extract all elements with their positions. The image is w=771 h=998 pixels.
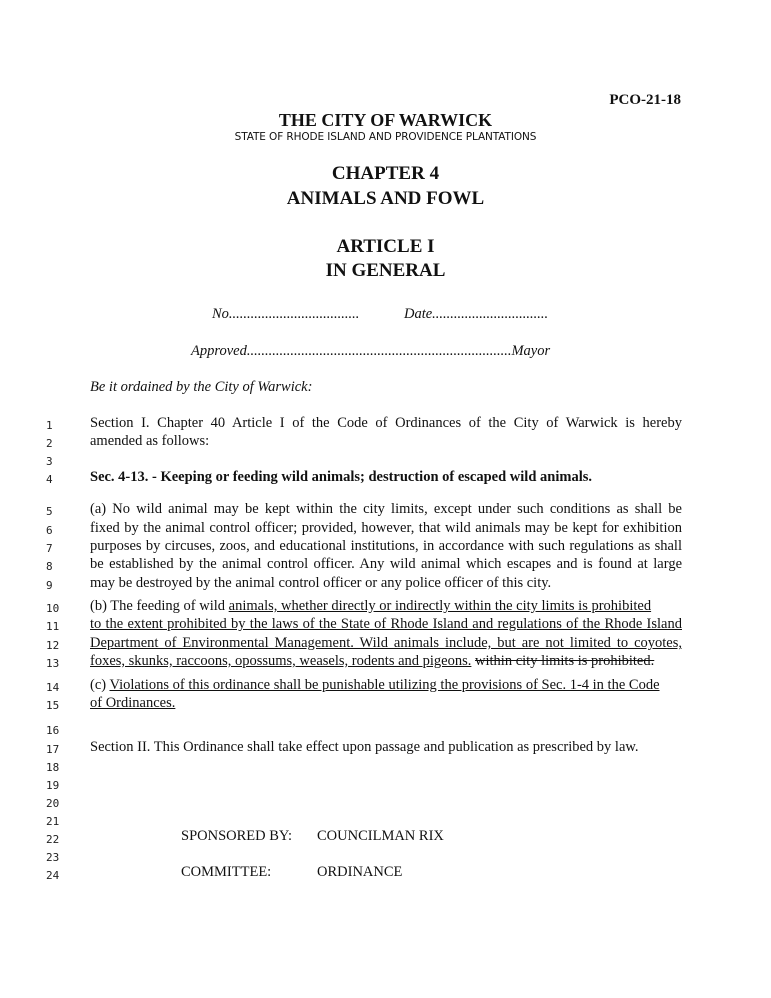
chapter-title: ANIMALS AND FOWL	[286, 188, 485, 209]
section-1-line-1: Section I. Chapter 40 Article I of the Code of Ordinances of the City of Warwick is hereby	[90, 415, 682, 431]
section-2: Section II. This Ordinance shall take effect upon passage and publication as prescribed by law.	[90, 739, 639, 755]
line-number: 13	[46, 657, 60, 670]
para-a-line-5: may be destroyed by the animal control officer or any police officer of this city.	[90, 575, 552, 591]
para-a-line-4: be established by the animal control officer. Any wild animal which escapes and is found at large	[90, 556, 682, 572]
article-number: ARTICLE I	[336, 236, 435, 257]
section-1-line-2: amended as follows:	[90, 433, 210, 449]
para-b-added-text: foxes, skunks, raccoons, opossums, weasels, rodents and pigeons.	[90, 653, 472, 669]
article-title: IN GENERAL	[325, 260, 446, 281]
line-number: 2	[46, 437, 53, 450]
date-field: Date................................	[404, 306, 549, 322]
line-number: 15	[46, 699, 60, 712]
ordain-clause: Be it ordained by the City of Warwick:	[90, 379, 313, 395]
line-number: 14	[46, 681, 60, 694]
para-b-line-1	[90, 597, 682, 616]
line-number: 21	[46, 815, 60, 828]
line-number: 10	[46, 602, 60, 615]
para-b-line-3: Department of Environmental Management. Wild animals include, but are not limited to coyotes,	[90, 635, 682, 651]
line-number: 19	[46, 779, 60, 792]
para-b-deleted-text: within city limits is prohibited.	[475, 653, 655, 669]
state-subtitle: STATE OF RHODE ISLAND AND PROVIDENCE PLANTATIONS	[234, 131, 537, 143]
line-number: 8	[46, 560, 53, 573]
number-field: No....................................	[212, 306, 360, 322]
sponsored-by-label: SPONSORED BY:	[181, 828, 293, 844]
city-title: THE CITY OF WARWICK	[278, 110, 493, 130]
chapter-number: CHAPTER 4	[331, 163, 440, 184]
line-number: 6	[46, 524, 53, 537]
para-b-amendment: animals, whether directly or indirectly within the city limits is prohibited	[228, 598, 652, 614]
line-number: 9	[46, 579, 53, 592]
para-c-amendment: Violations of this ordinance shall be punishable utilizing the provisions of Sec. 1-4 in the Code	[109, 677, 660, 693]
line-number: 18	[46, 761, 60, 774]
line-number: 3	[46, 455, 53, 468]
line-number: 22	[46, 833, 60, 846]
para-a-line-1: (a) No wild animal may be kept within the city limits, except under such conditions as shall be	[90, 501, 682, 517]
line-number: 4	[46, 473, 53, 486]
line-number: 11	[46, 620, 60, 633]
line-number: 16	[46, 724, 60, 737]
approved-label: Approved.........................................................................	[191, 343, 512, 359]
line-number: 17	[46, 743, 60, 756]
para-b-line-4	[90, 652, 682, 671]
document-code: PCO-21-18	[609, 92, 681, 108]
line-number: 20	[46, 797, 60, 810]
para-c-line-1	[90, 676, 682, 695]
para-b-prefix: (b) The feeding of wild	[90, 598, 229, 614]
para-a-line-2: fixed by the animal control officer; provided, however, that wild animals may be kept for exhibition	[90, 520, 682, 536]
line-number: 5	[46, 505, 53, 518]
para-a-line-3: purposes by circuses, zoos, and educational institutions, in accordance with such regulations as shall	[90, 538, 682, 554]
line-number: 12	[46, 639, 60, 652]
line-number: 1	[46, 419, 53, 432]
line-number: 23	[46, 851, 60, 864]
section-heading: Sec. 4-13. - Keeping or feeding wild animals; destruction of escaped wild animals.	[90, 469, 592, 485]
para-c-prefix: (c)	[90, 677, 110, 693]
committee-label: COMMITTEE:	[181, 864, 272, 880]
line-number: 24	[46, 869, 60, 882]
para-b-line-2: to the extent prohibited by the laws of the State of Rhode Island and regulations of the Rhode Island	[90, 616, 682, 632]
sponsored-by-value: COUNCILMAN RIX	[317, 828, 444, 844]
para-c-line-2: of Ordinances.	[90, 695, 176, 711]
approved-field	[191, 343, 550, 360]
line-number: 7	[46, 542, 53, 555]
mayor-label: Mayor	[511, 343, 551, 359]
committee-value: ORDINANCE	[317, 864, 403, 880]
